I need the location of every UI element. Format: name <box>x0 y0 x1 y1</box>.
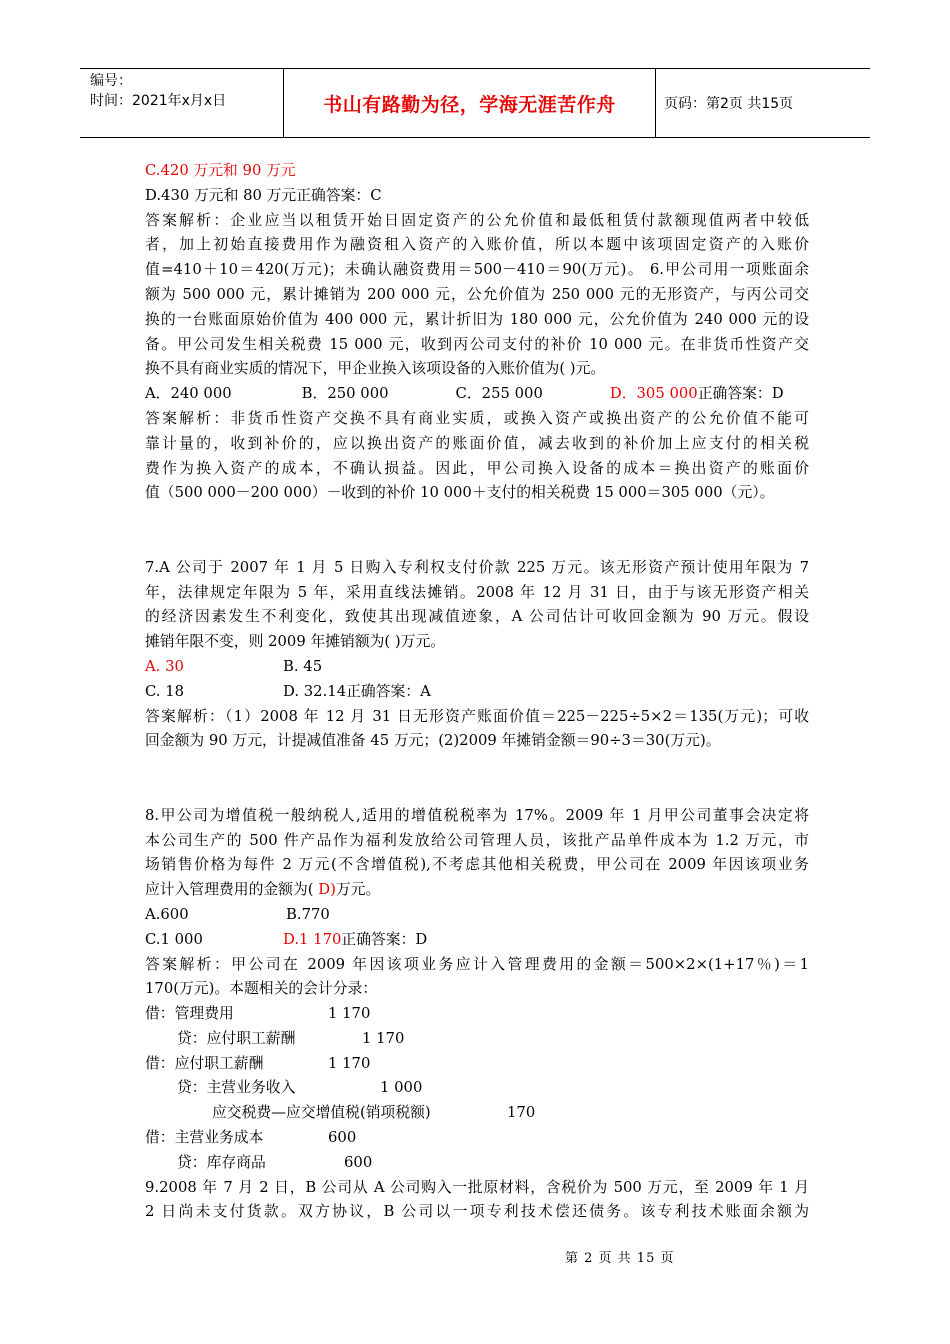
header-page-info: 页码：第2页 共15页 <box>664 96 794 112</box>
q7-analysis-line: 答案解析：（1）2008 年 12 月 31 日无形资产账面价值＝225－225÷5×2＝135(万元)；可收 <box>145 707 809 725</box>
q7-stem-line: 摊销年限不变，则 2009 年摊销额为( )万元。 <box>145 633 446 651</box>
q6-analysis-line: 靠计量的，收到补价的，应以换出资产的账面价值，减去收到的补价加上应支付的相关税 <box>145 434 809 452</box>
q6-stem-line: 备。甲公司发生相关税费 15 000 元，收到丙公司支付的补价 10 000 元。在非货币性资产交 <box>145 335 809 353</box>
q6-analysis-line: 答案解析：非货币性资产交换不具有商业实质，或换入资产或换出资产的公允价值不能可 <box>145 409 809 427</box>
document-time-label: 时间：2021年x月x日 <box>90 93 227 109</box>
q7-stem-line: 年，法律规定年限为 5 年，采用直线法摊销。2008 年 12 月 31 日，由于与该无形资产相关 <box>145 583 809 601</box>
entry-label: 借：应付职工薪酬 <box>145 1054 264 1072</box>
journal-entry <box>145 1002 809 1027</box>
q6-stem-line: 换的一台账面原始价值为 400 000 元，累计折旧为 180 000 元，公允价值为 240 000 元的设 <box>145 310 809 328</box>
q5-option-d-line <box>145 184 809 209</box>
entry-label: 应交税费—应交增值税(销项税额) <box>212 1104 431 1122</box>
q5-analysis-line: 者，加上初始直接费用作为融资租入资产的入账价值，所以本题中该项固定资产的入账价 <box>145 236 809 254</box>
journal-entry <box>145 1076 809 1101</box>
header-info <box>80 69 283 137</box>
q8-analysis-line: 答案解析：甲公司在 2009 年因该项业务应计入管理费用的金额＝500×2×(1+17％)＝1 <box>145 955 809 973</box>
journal-entry <box>145 1151 809 1176</box>
q6-options <box>145 382 809 407</box>
q9-stem-line: 9.2008 年 7 月 2 日，B 公司从 A 公司购入一批原材料，含税价为 500 万元，至 2009 年 1 月 <box>145 1178 809 1196</box>
q7-stem-line: 的经济因素发生不利变化，致使其出现减值迹象，A 公司估计可收回金额为 90 万元。假设 <box>145 608 809 626</box>
q5-option-c: C.420 万元和 90 万元 <box>145 162 296 179</box>
journal-entry <box>145 1126 809 1151</box>
entry-amount: 600 <box>328 1129 357 1147</box>
q7-option-d: D. 32.14 <box>283 682 347 700</box>
q8-stem-line: 8.甲公司为增值税一般纳税人,适用的增值税税率为 17%。2009 年 1 月甲公司董事会决定将 <box>145 806 809 824</box>
q8-option-d: D.1 170 <box>283 930 342 948</box>
q7-stem-line: 7.A 公司于 2007 年 1 月 5 日购入专利权支付价款 225 万元。该无形资产预计使用年限为 7 <box>145 558 809 576</box>
q9-stem-line: 2 日尚未支付货款。双方协议，B 公司以一项专利技术偿还债务。该专利技术账面余额为 <box>145 1203 809 1221</box>
q5-analysis-line: 值=410＋10＝420(万元)；未确认融资费用＝500－410＝90(万元)。 6.甲公司用一项账面余 <box>145 261 809 279</box>
journal-entry <box>145 1101 809 1126</box>
entry-label: 贷：库存商品 <box>177 1153 266 1171</box>
entry-label: 贷：应付职工薪酬 <box>177 1029 296 1047</box>
entry-label: 借：主营业务成本 <box>145 1129 264 1147</box>
q7-answer: 正确答案：A <box>346 682 431 700</box>
q7-options-cd <box>145 680 809 705</box>
q5-option-d: D.430 万元和 80 万元 <box>145 186 297 204</box>
page-footer: 第 2 页 共 15 页 <box>565 1251 675 1266</box>
q8-option-c: C.1 000 <box>145 930 203 948</box>
q7-options-ab <box>145 655 809 680</box>
q7-option-a: A. 30 <box>145 657 184 675</box>
q6-answer: 正确答案：D <box>697 385 784 403</box>
q8-stem-unit: 万元。 <box>335 881 381 899</box>
q5-answer: 正确答案：C <box>296 186 382 204</box>
q7-option-b: B. 45 <box>283 657 323 675</box>
q6-option-d: D．305 000 <box>609 385 698 403</box>
q6-option-a: A．240 000 <box>145 385 232 403</box>
q6-option-c: C．255 000 <box>455 385 543 403</box>
q8-options-cd <box>145 928 809 953</box>
entry-amount: 1 000 <box>380 1079 423 1097</box>
q8-stem-answer-mark: D) <box>318 881 336 899</box>
q6-stem-line: 额为 500 000 元，累计摊销为 200 000 元，公允价值为 250 000 元的无形资产，与丙公司交 <box>145 285 809 303</box>
q8-stem-line: 场销售价格为每件 2 万元(不含增值税),不考虑其他相关税费，甲公司在 2009 年因该项业务 <box>145 856 809 874</box>
q8-analysis-line: 170(万元)。本题相关的会计分录： <box>145 980 378 998</box>
q8-option-b: B.770 <box>286 905 330 923</box>
entry-label: 贷：主营业务收入 <box>177 1079 296 1097</box>
journal-entry <box>145 1052 809 1077</box>
q8-answer: 正确答案：D <box>341 930 428 948</box>
document-number-label: 编号： <box>90 73 132 89</box>
entry-amount: 170 <box>507 1104 536 1122</box>
entry-amount: 600 <box>344 1153 373 1171</box>
document-body <box>145 159 809 1225</box>
q6-option-b: B．250 000 <box>301 385 389 403</box>
entry-amount: 1 170 <box>328 1005 371 1023</box>
q8-stem-line <box>145 878 809 903</box>
q6-analysis-line: 值（500 000－200 000）－收到的补价 10 000＋支付的相关税费 15 000＝305 000（元）。 <box>145 484 775 502</box>
entry-amount: 1 170 <box>362 1029 405 1047</box>
q8-option-a: A.600 <box>145 905 189 923</box>
spacer <box>145 506 809 556</box>
q8-stem-text: 应计入管理费用的金额为( <box>145 881 319 899</box>
q8-options-ab <box>145 903 809 928</box>
header-motto: 书山有路勤为径，学海无涯苦作舟 <box>283 69 656 137</box>
entry-label: 借：管理费用 <box>145 1005 234 1023</box>
q8-stem-line: 本公司生产的 500 件产品作为福利发放给公司管理人员，该批产品单件成本为 1.2 万元，市 <box>145 831 809 849</box>
journal-entry <box>145 1027 809 1052</box>
q6-stem-line: 换不具有商业实质的情况下，甲企业换入该项设备的入账价值为( )元。 <box>145 360 606 378</box>
q7-option-c: C. 18 <box>145 682 185 700</box>
entry-amount: 1 170 <box>328 1054 371 1072</box>
q5-analysis-line: 答案解析：企业应当以租赁开始日固定资产的公允价值和最低租赁付款额现值两者中较低 <box>145 211 809 229</box>
q6-analysis-line: 费作为换入资产的成本，不确认损益。因此，甲公司换入设备的成本＝换出资产的账面价 <box>145 459 809 477</box>
spacer <box>145 754 809 804</box>
q7-analysis-line: 回金额为 90 万元，计提减值准备 45 万元；(2)2009 年摊销金额＝90÷3＝30(万元)。 <box>145 732 721 750</box>
page-header <box>80 68 870 138</box>
